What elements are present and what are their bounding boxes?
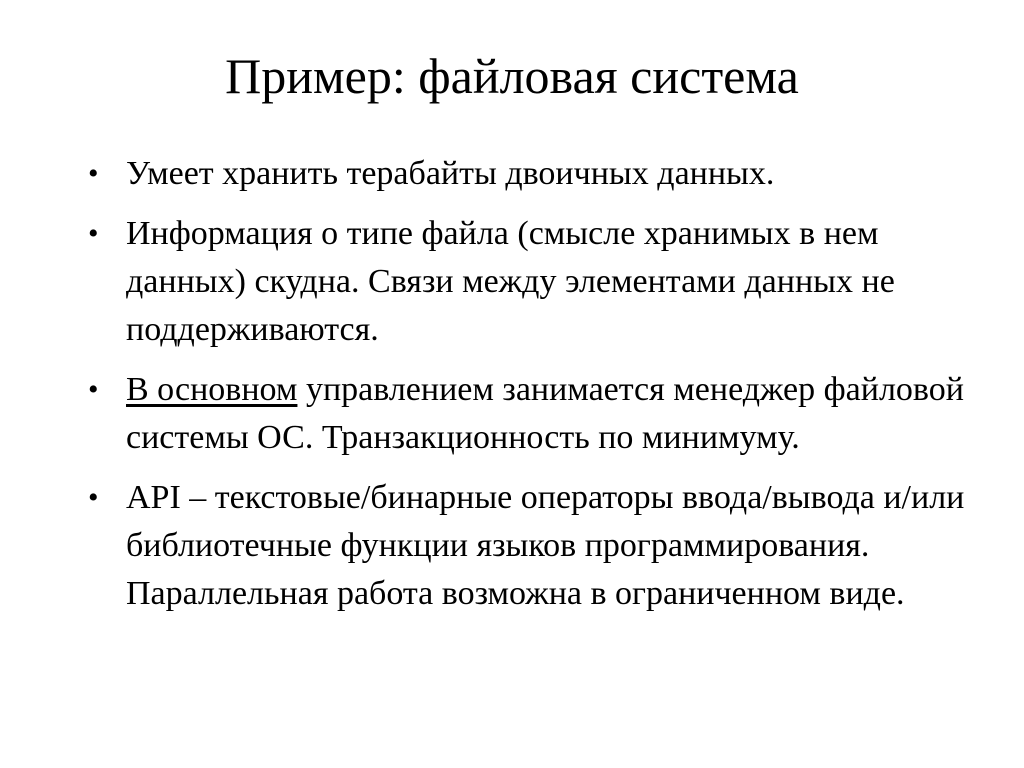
slide-title: Пример: файловая система: [225, 48, 799, 104]
bullet-item-2: [76, 210, 976, 354]
bullet-icon: •: [88, 157, 99, 190]
bullet-text-3: управлением занимается менеджер файловой системы ОС. Транзакционность по минимуму.: [126, 371, 964, 456]
bullet-icon: •: [88, 217, 99, 250]
bullet-item-1: [76, 150, 976, 198]
bullet-item-4: [76, 474, 976, 618]
bullet-list: [76, 150, 976, 630]
bullet-text-3-underlined: В основном: [126, 371, 298, 408]
bullet-icon: •: [88, 481, 99, 514]
bullet-item-3: [76, 366, 976, 462]
bullet-text-4: API – текстовые/бинарные операторы ввода/вывода и/или библиотечные функции языков программирования. Параллельная работа возможна в ограниченном виде.: [126, 479, 965, 612]
bullet-text-2: Информация о типе файла (смысле хранимых в нем данных) скудна. Связи между элементами данных не поддерживаются.: [126, 215, 895, 348]
bullet-text-1: Умеет хранить терабайты двоичных данных.: [126, 155, 775, 192]
bullet-icon: •: [88, 373, 99, 406]
